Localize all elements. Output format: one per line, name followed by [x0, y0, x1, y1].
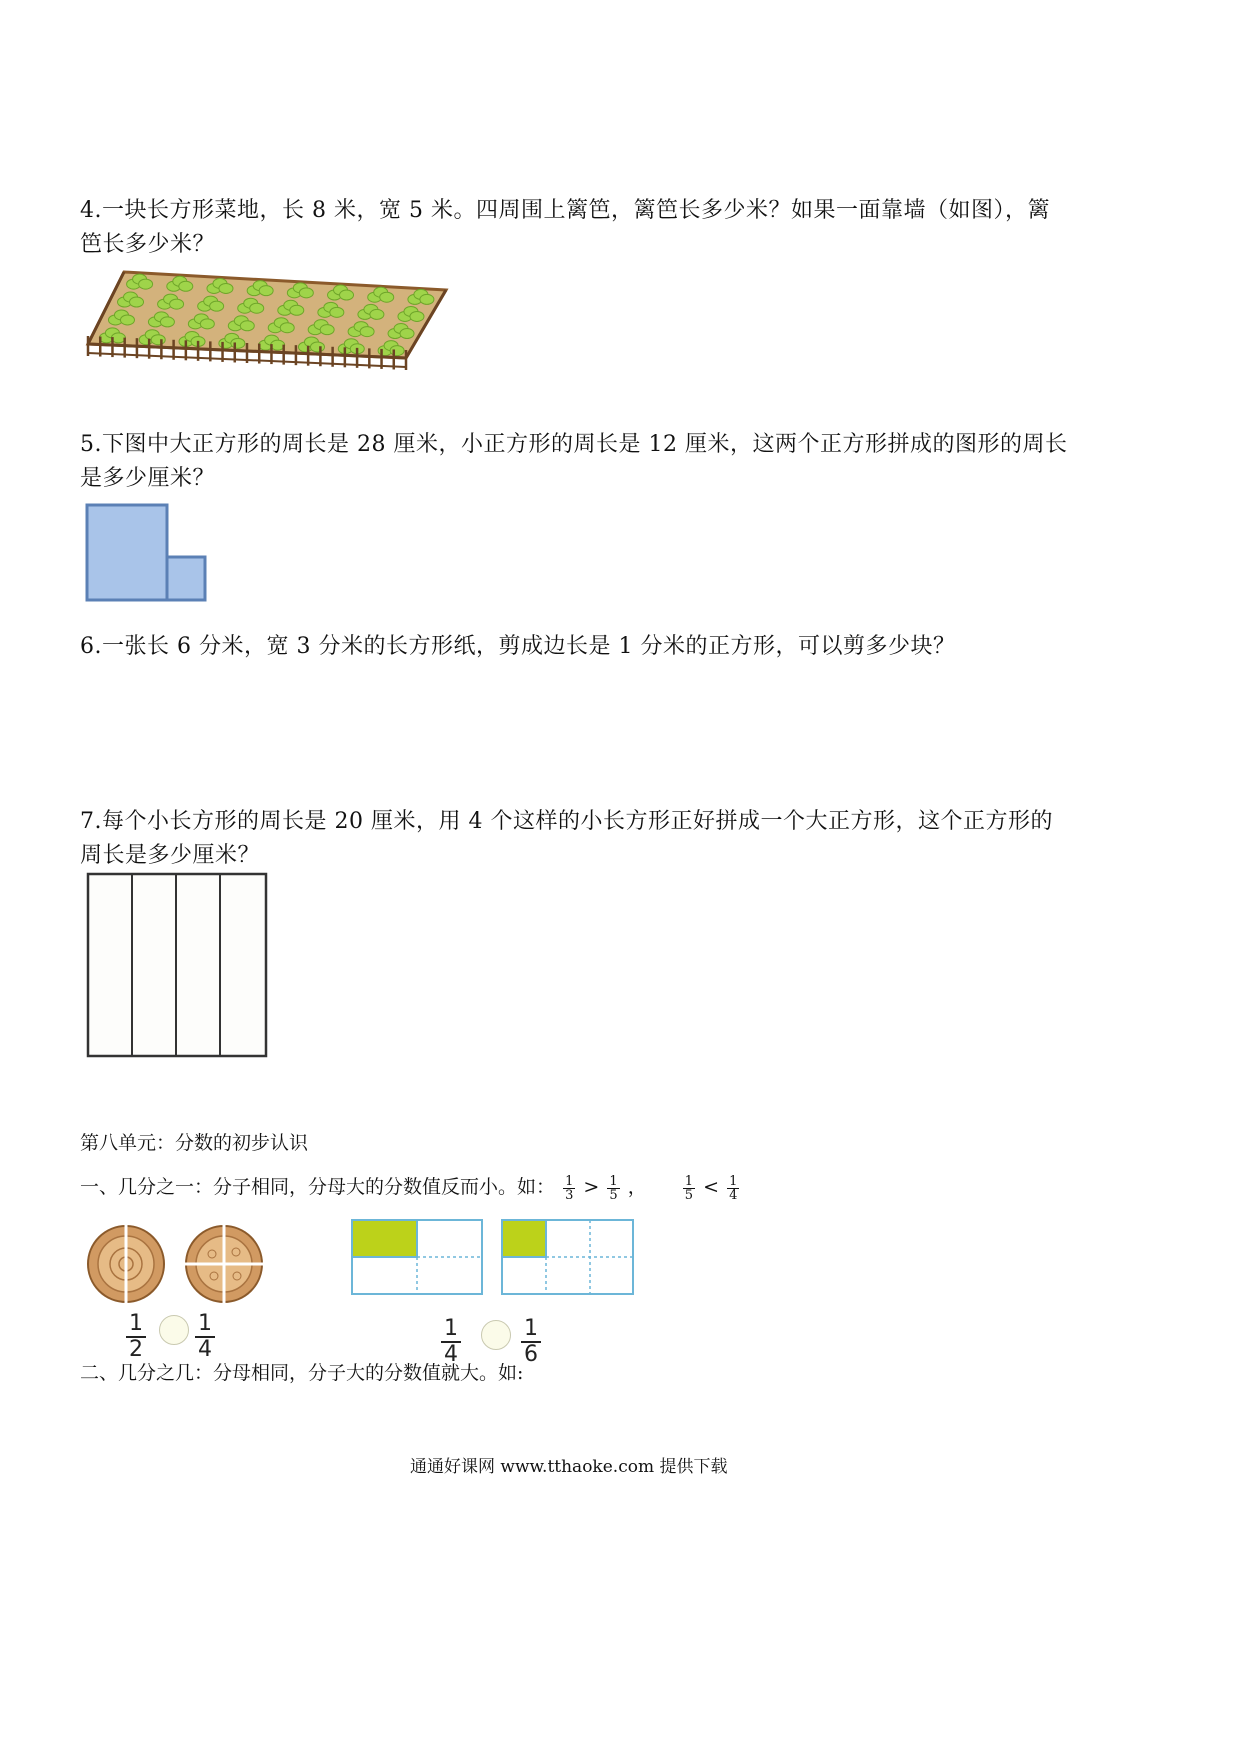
question-5-line-2: 是多少厘米？ — [80, 466, 216, 491]
answer-blank-circle[interactable] — [481, 1320, 511, 1350]
fraction: $\frac{1}{5}$ — [684, 1173, 694, 1203]
fraction-grid-illustrations — [350, 1218, 640, 1298]
pizza-quarters-icon — [185, 1225, 263, 1303]
fraction: $\frac{1}{3}$ — [565, 1173, 574, 1203]
question-6-text: 6.一张长 6 分米，宽 3 分米的长方形纸，剪成边长是 1 分米的正方形，可以剪多少块？ — [80, 634, 956, 659]
comparison-sign: > — [583, 1176, 600, 1198]
grid-fraction-a: $\frac{1}{4}$ — [441, 1318, 461, 1366]
fraction: $\frac{1}{5}$ — [609, 1173, 618, 1203]
question-4 — [80, 194, 1155, 262]
question-7 — [80, 805, 1155, 873]
footer-credit: 通通好课网 www.tthaoke.com 提供下载 — [410, 1457, 728, 1477]
pizza-illustrations — [84, 1222, 274, 1307]
answer-blank-circle[interactable] — [159, 1315, 189, 1345]
grid-sixths — [502, 1220, 633, 1294]
vegetable-garden-image — [84, 258, 454, 373]
question-5-line-1: 5.下图中大正方形的周长是 28 厘米，小正方形的周长是 12 厘米，这两个正方形拼成的图形的周长 — [80, 432, 1068, 457]
four-rectangles-square — [84, 870, 274, 1062]
two-squares-figure — [84, 503, 209, 603]
unit-8-part-2: 二、几分之几：分母相同，分子大的分数值就大。如: — [80, 1362, 524, 1384]
question-4-line-1: 4.一块长方形菜地，长 8 米，宽 5 米。四周围上篱笆，篱笆长多少米？如果一面靠墙（如图），篱 — [80, 198, 1050, 223]
unit-8-title: 第八单元：分数的初步认识 — [80, 1132, 309, 1154]
question-6 — [80, 630, 1155, 664]
unit-8-part-1 — [80, 1173, 741, 1202]
pizza-fraction-b: $\frac{1}{4}$ — [195, 1313, 215, 1361]
question-5 — [80, 428, 1155, 496]
part-1-text: 一、几分之一：分子相同，分母大的分数值反而小。如： — [80, 1176, 556, 1198]
pizza-halves-icon — [88, 1225, 164, 1303]
big-square — [87, 505, 167, 600]
fraction: $\frac{1}{4}$ — [729, 1173, 738, 1203]
grid-quarters — [352, 1220, 482, 1294]
question-4-line-2: 笆长多少米？ — [80, 232, 216, 257]
comma: ， — [627, 1176, 647, 1198]
comparison-sign: < — [703, 1176, 720, 1198]
small-square — [167, 557, 205, 600]
pizza-fraction-a: $\frac{1}{2}$ — [126, 1313, 146, 1361]
question-7-line-1: 7.每个小长方形的周长是 20 厘米，用 4 个这样的小长方形正好拼成一个大正方形，这个正方形的 — [80, 809, 1053, 834]
question-7-line-2: 周长是多少厘米？ — [80, 843, 261, 868]
grid-fraction-b: $\frac{1}{6}$ — [521, 1318, 541, 1366]
